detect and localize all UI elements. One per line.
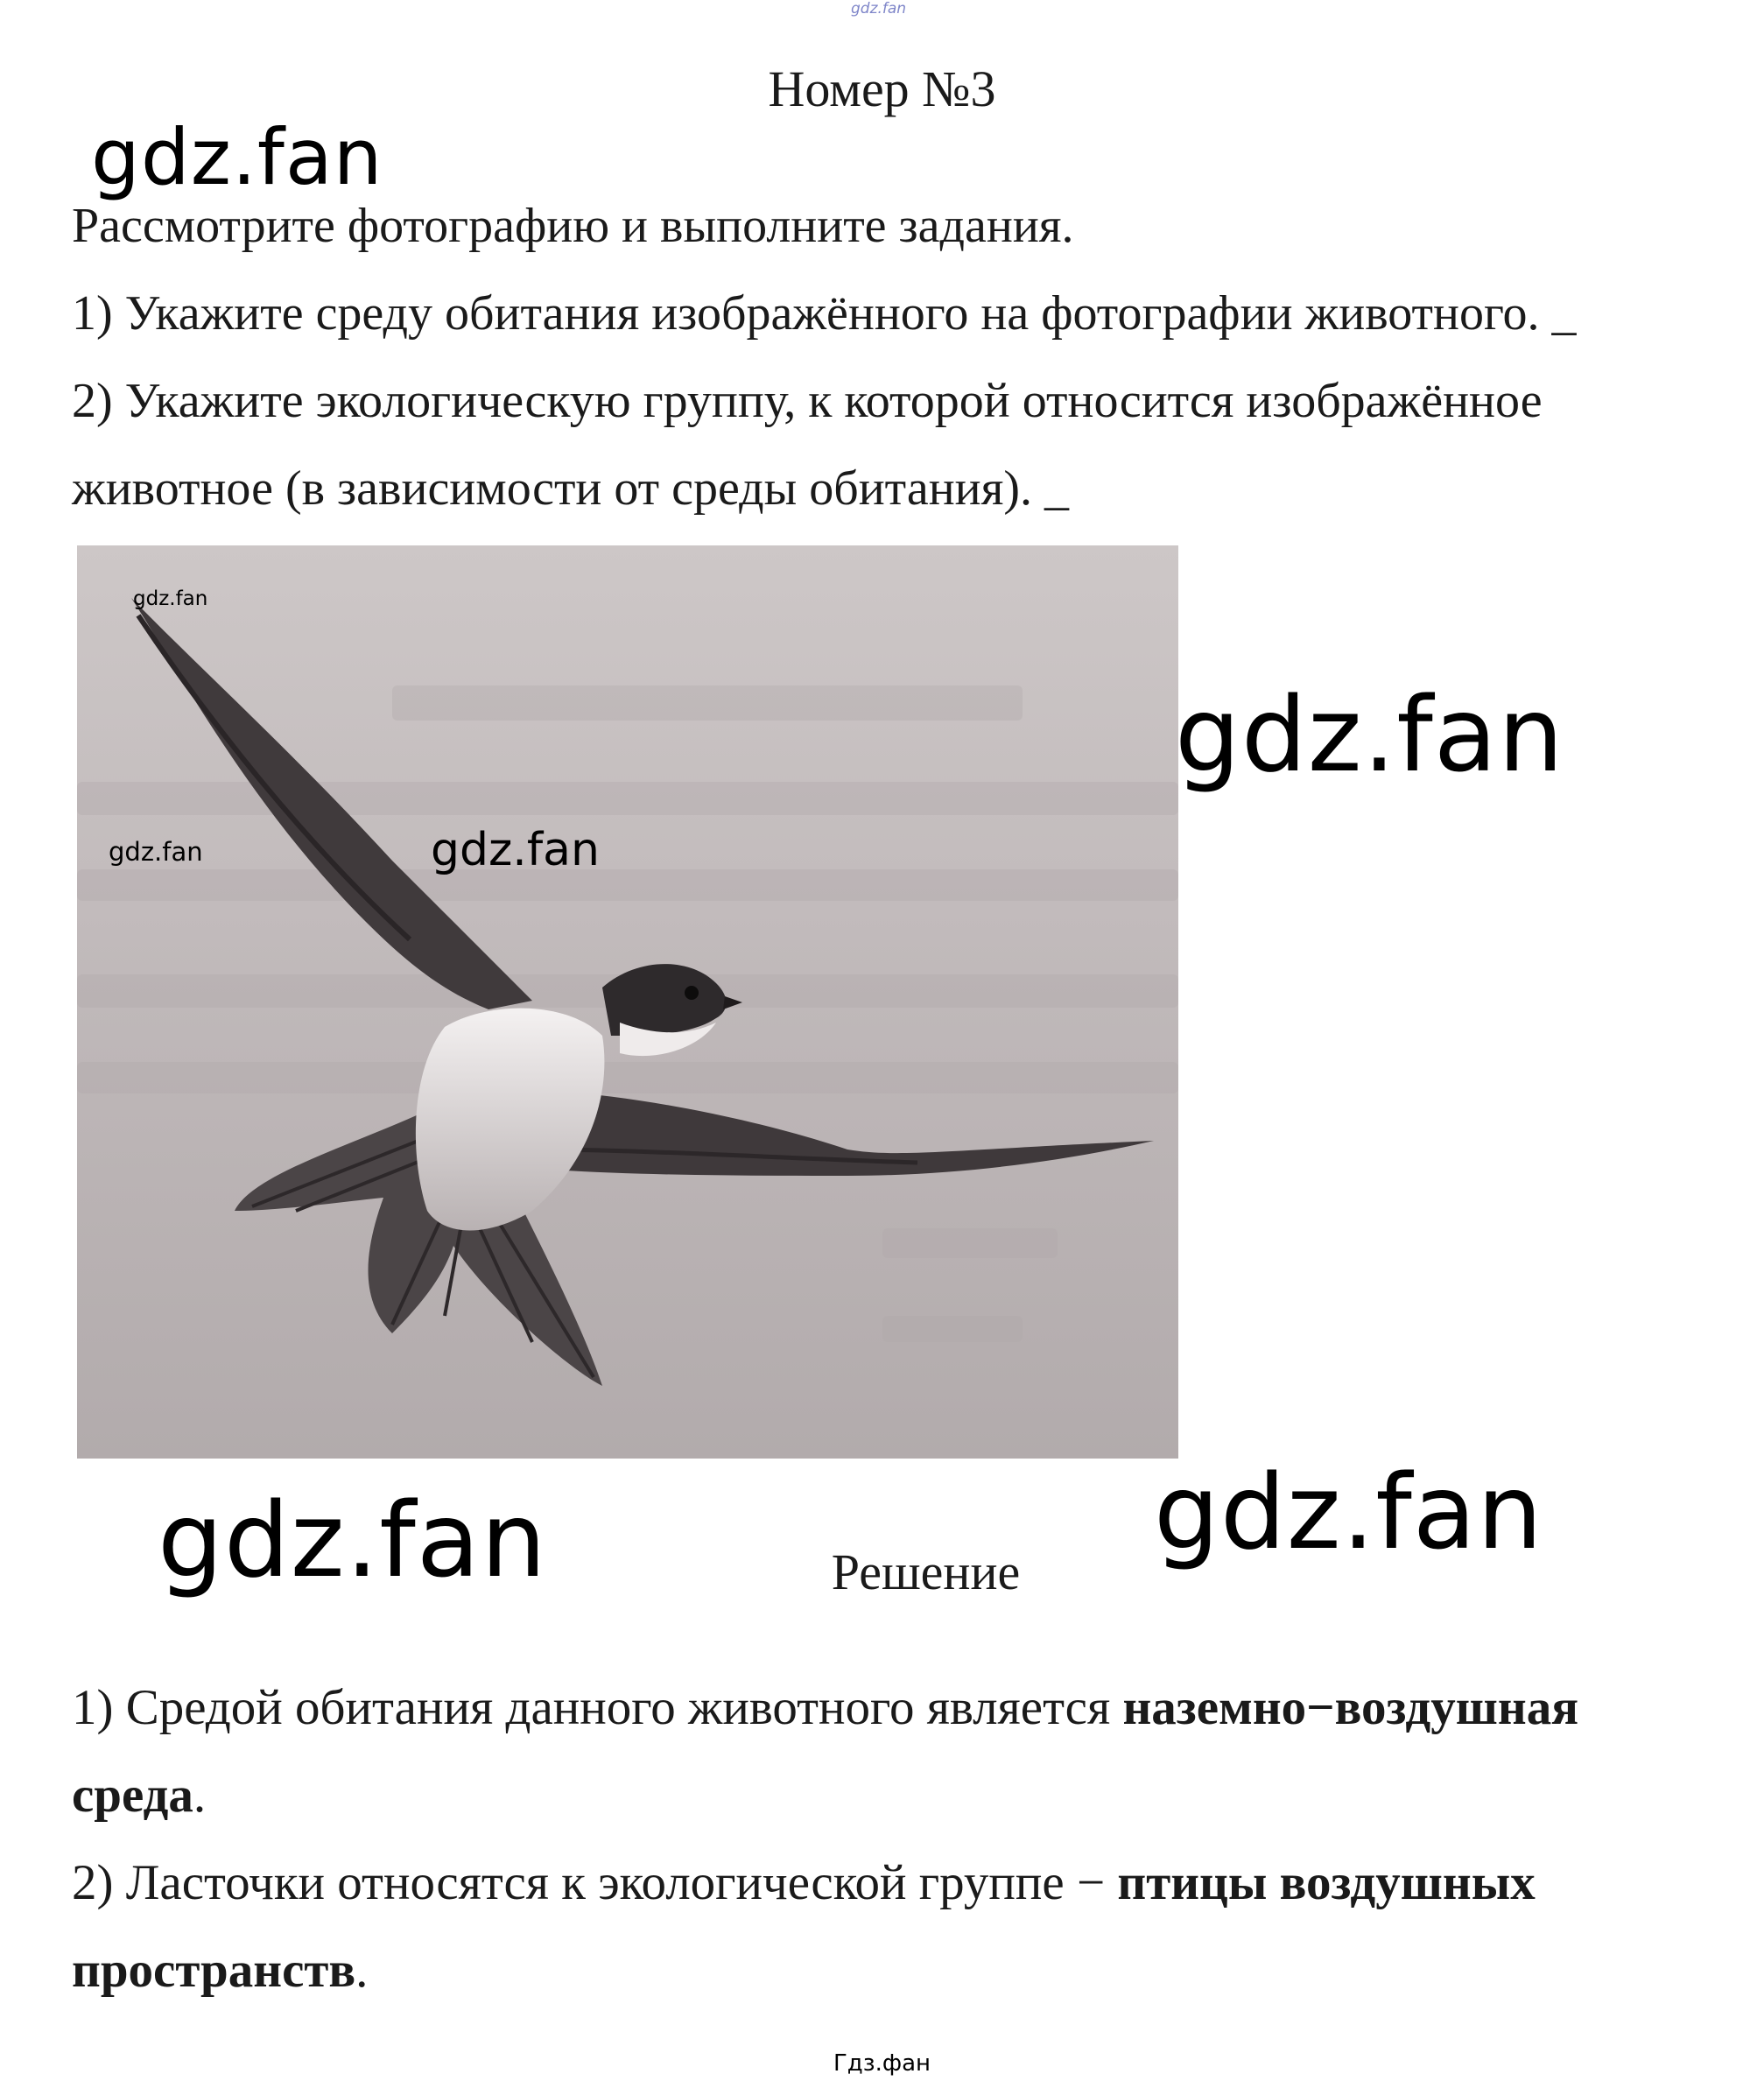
task-question-1: 1) Укажите среду обитания изображённого на фотографии животного. _ [72,286,1577,341]
answer-1-prefix: 1) Средой обитания данного животного является [72,1680,1123,1735]
task-intro: Рассмотрите фотографию и выполните задания. [72,199,1074,253]
answer-1-line-2 [72,1767,206,1824]
swallow-photo [77,545,1178,1459]
photo-watermark-small: gdz.fan [133,587,208,610]
top-watermark: gdz.fan [851,0,907,18]
answer-2-prefix: 2) Ласточки относятся к экологической группе − [72,1855,1118,1910]
answer-2-bold-2: пространств [72,1943,356,1998]
task-question-2-line-2: животное (в зависимости от среды обитания). _ [72,461,1070,516]
answer-1-bold: наземно−воздушная [1122,1680,1579,1735]
answer-1-suffix: . [193,1768,207,1823]
photo-watermark-small-2: gdz.fan [109,837,203,867]
answer-2-bold: птицы воздушных [1117,1855,1536,1910]
watermark: gdz.fan [91,112,383,202]
photo-watermark-medium: gdz.fan [431,824,600,876]
answer-2-line-2 [72,1942,368,1999]
watermark-right: gdz.fan [1175,674,1564,795]
answer-1-line-1 [72,1679,1578,1736]
answer-1-bold-2: среда [72,1768,193,1823]
answer-2-line-1 [72,1854,1536,1911]
watermark-right-lower: gdz.fan [1154,1452,1543,1572]
page-title: Номер №3 [768,60,996,117]
task-question-2-line-1: 2) Укажите экологическую группу, к которой относится изображённое [72,374,1543,428]
solution-heading: Решение [831,1543,1021,1600]
footer-watermark: Гдз.фан [833,2050,931,2077]
answer-2-suffix: . [355,1943,369,1998]
watermark-left-lower: gdz.fan [158,1480,547,1600]
